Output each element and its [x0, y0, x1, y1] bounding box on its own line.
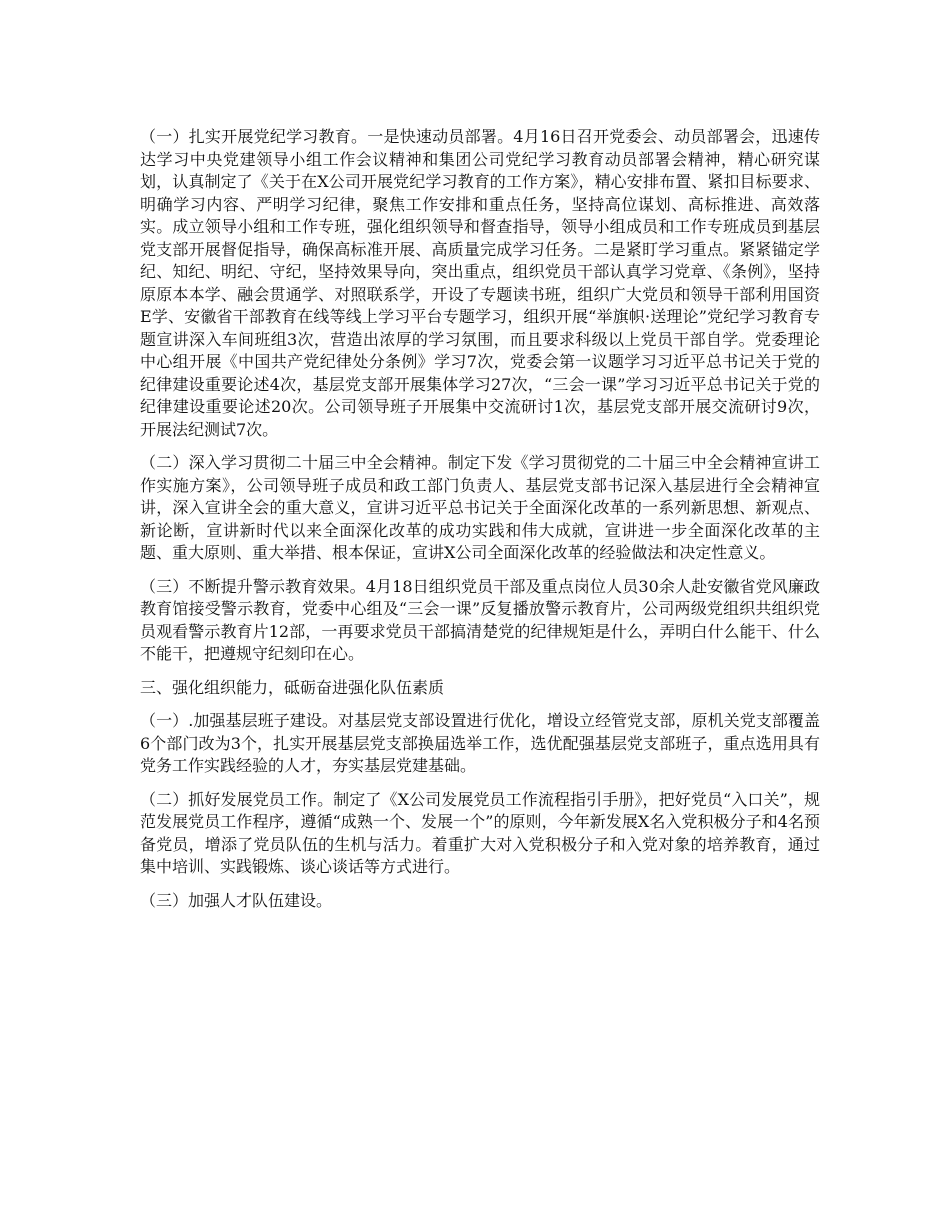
paragraph-warning-education: （三）不断提升警示教育效果。4月18日组织党员干部及重点岗位人员30余人赴安徽省党风廉政教育馆接受警示教育，党委中心组及“三会一课”反复播放警示教育片，公司两级党组织共组织党员观看警示教育片12部，一再要求党员干部搞清楚党的纪律规矩是什么，弄明白什么能干、什么不能干，把遵规守纪刻印在心。: [140, 576, 820, 663]
paragraph-party-member-development: （二）抓好发展党员工作。制定了《X公司发展党员工作流程指引手册》，把好党员“入口关”，规范发展党员工作程序，遵循“成熟一个、发展一个”的原则，今年新发展X名入党积极分子和4名预备党员，增添了党员队伍的生机与活力。着重扩大对入党积极分子和入党对象的培养教育，通过集中培训、实践锻炼、谈心谈话等方式进行。: [140, 789, 820, 876]
paragraph-grassroots-team-building: （一）.加强基层班子建设。对基层党支部设置进行优化，增设立经管党支部，原机关党支部覆盖6个部门改为3个，扎实开展基层党支部换届选举工作，选优配强基层党支部班子，重点选用具有党务工作实践经验的人才，夯实基层党建基础。: [140, 711, 820, 775]
section-heading-organizational-capacity: 三、强化组织能力，砥砺奋进强化队伍素质: [140, 677, 445, 697]
paragraph-party-discipline-education: （一）扎实开展党纪学习教育。一是快速动员部署。4月16日召开党委会、动员部署会，迅速传达学习中央党建领导小组工作会议精神和集团公司党纪学习教育动员部署会精神，精心研究谋划，认真制定了《关于在X公司开展党纪学习教育的工作方案》，精心安排布置、紧扣目标要求、明确学习内容、严明学习纪律，聚焦工作安排和重点任务，坚持高位谋划、高标推进、高效落实。成立领导小组和工作专班，强化组织领导和督查指导，领导小组成员和工作专班成员到基层党支部开展督促指导，确保高标准开展、高质量完成学习任务。二是紧盯学习重点。紧紧锚定学纪、知纪、明纪、守纪，坚持效果导向，突出重点，组织党员干部认真学习党章、《条例》，坚持原原本本学、融会贯通学、对照联系学，开设了专题读书班，组织广大党员和领导干部利用国资E学、安徽省干部教育在线等线上学习平台专题学习，组织开展“举旗帜·送理论”党纪学习教育专题宣讲深入车间班组3次，营造出浓厚的学习氛围，而且要求科级以上党员干部自学。党委理论中心组开展《中国共产党纪律处分条例》学习7次，党委会第一议题学习习近平总书记关于党的纪律建设重要论述4次，基层党支部开展集体学习27次，“三会一课”学习习近平总书记关于党的纪律建设重要论述20次。公司领导班子开展集中交流研讨1次，基层党支部开展交流研讨9次，开展法纪测试7次。: [140, 127, 820, 439]
paragraph-talent-team-building: （三）加强人才队伍建设。: [140, 890, 333, 910]
paragraph-third-plenum-study: （二）深入学习贯彻二十届三中全会精神。制定下发《学习贯彻党的二十届三中全会精神宣讲工作实施方案》，公司领导班子成员和政工部门负责人、基层党支部书记深入基层进行全会精神宣讲，深入宣讲全会的重大意义，宣讲习近平总书记关于全面深化改革的一系列新思想、新观点、新论断，宣讲新时代以来全面深化改革的成功实践和伟大成就，宣讲进一步全面深化改革的主题、重大原则、重大举措、根本保证，宣讲X公司全面深化改革的经验做法和决定性意义。: [140, 453, 820, 562]
document-body: [140, 126, 820, 912]
